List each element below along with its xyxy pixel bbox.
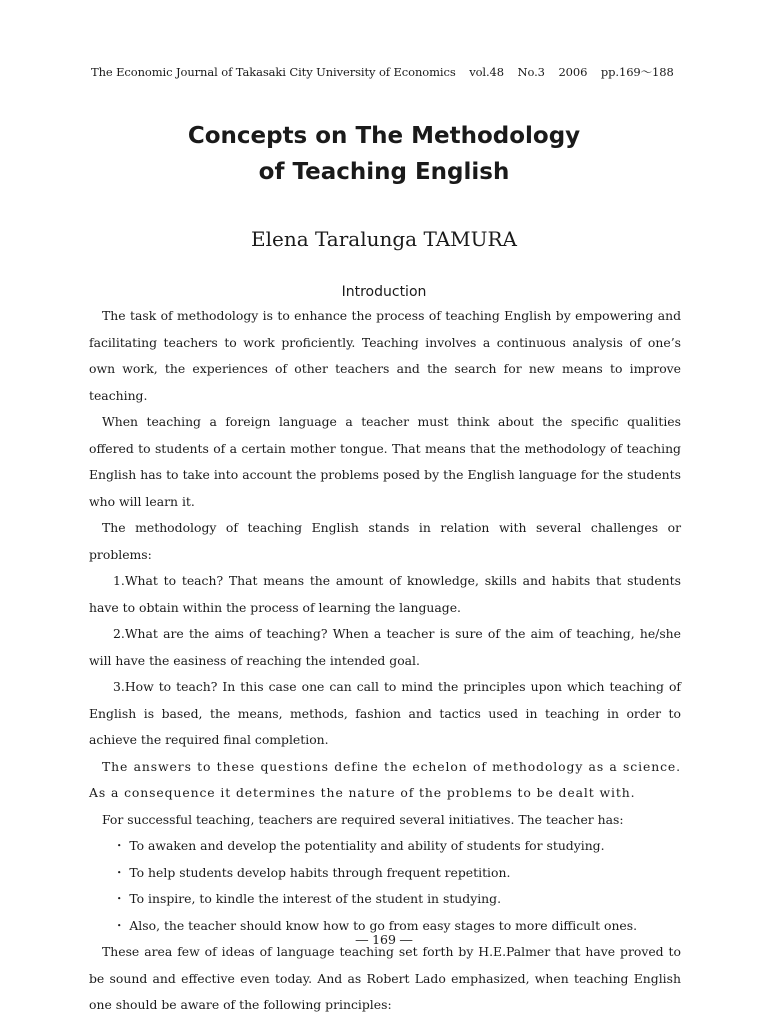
author-name: Elena Taralunga TAMURA bbox=[251, 227, 517, 251]
journal-number: No.3 bbox=[517, 65, 545, 79]
title-line-2: of Teaching English bbox=[258, 159, 510, 185]
paragraph: The answers to these questions define the echelon of methodology as a science. As a consequence it determines the nature of the problems to be dealt with. bbox=[89, 758, 681, 800]
numbered-item: 3.How to teach? In this case one can call to mind the principles upon which teaching of English is based, the means, methods, fashion and tactics used in teaching in order to achieve the required final completion. bbox=[89, 679, 681, 747]
journal-name: The Economic Journal of Takasaki City University of Economics bbox=[91, 65, 456, 79]
journal-year: 2006 bbox=[558, 65, 588, 79]
section-heading: Introduction bbox=[341, 284, 427, 300]
bullet-item: ・ To inspire, to kindle the interest of the student in studying. bbox=[89, 886, 681, 913]
page-number: ― 169 ― bbox=[355, 932, 413, 947]
numbered-item: 1.What to teach? That means the amount of knowledge, skills and habits that students have to obtain within the process of learning the language. bbox=[89, 573, 681, 615]
paper-title bbox=[0, 118, 768, 190]
body-text bbox=[89, 303, 694, 1019]
bullet-item: ・ Also, the teacher should know how to go from easy stages to more difficult ones. bbox=[89, 913, 681, 940]
title-line-1: Concepts on The Methodology bbox=[187, 123, 581, 149]
journal-pages: pp.169～188 bbox=[600, 65, 674, 79]
bullet-item: ・ To awaken and develop the potentiality and ability of students for studying. bbox=[89, 833, 681, 860]
journal-volume: vol.48 bbox=[469, 65, 504, 79]
paragraph: These area few of ideas of language teaching set forth by H.E.Palmer that have proved to be sound and effective even today. And as Robert Lado emphasized, when teaching English one should be aware of the following principles: bbox=[89, 944, 681, 1012]
paragraph: The task of methodology is to enhance the process of teaching English by empowering and facilitating teachers to work proficiently. Teaching involves a continuous analysis of one’s own work, the experiences of other teachers and the search for new means to improve teaching. bbox=[89, 308, 681, 403]
journal-header bbox=[91, 64, 684, 80]
paragraph: When teaching a foreign language a teacher must think about the specific qualities offered to students of a certain mother tongue. That means that the methodology of teaching English has to take into account the problems posed by the English language for the students who will learn it. bbox=[89, 414, 694, 509]
bullet-item: ・ To help students develop habits through frequent repetition. bbox=[89, 860, 681, 887]
paragraph: For successful teaching, teachers are required several initiatives. The teacher has: bbox=[102, 811, 624, 827]
numbered-item: 2.What are the aims of teaching? When a teacher is sure of the aim of teaching, he/she will have the easiness of reaching the intended goal. bbox=[89, 626, 681, 668]
paragraph: The methodology of teaching English stands in relation with several challenges or problems: bbox=[89, 520, 681, 562]
